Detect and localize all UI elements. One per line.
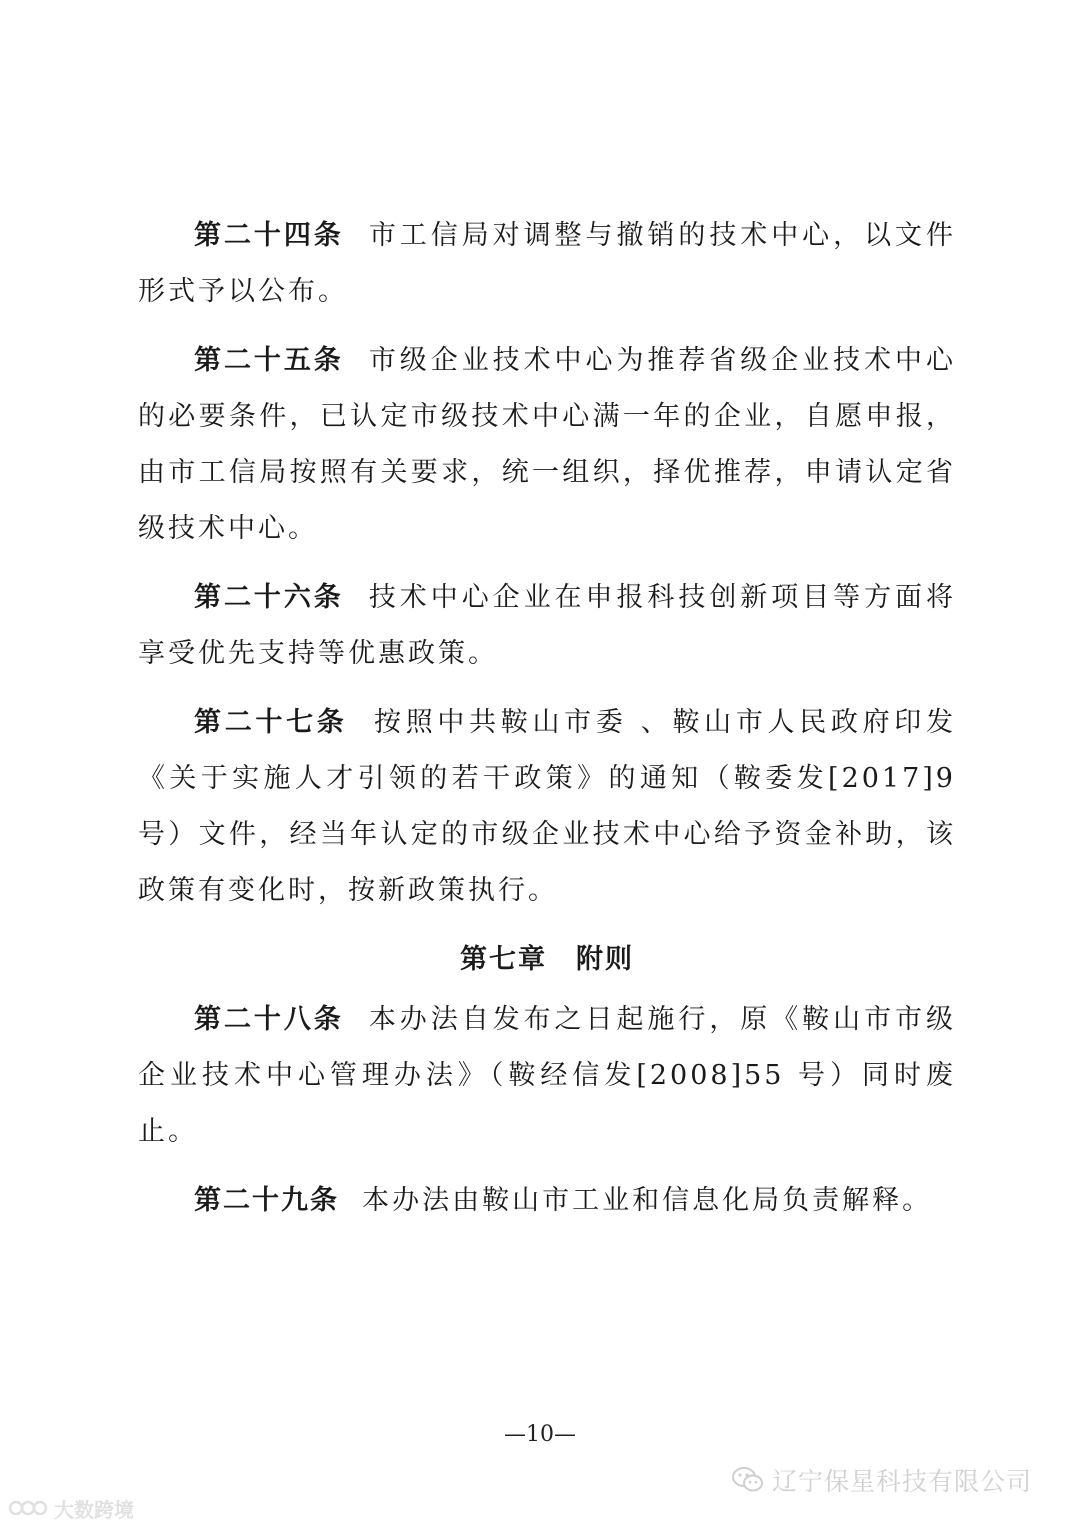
article-25 (138, 333, 956, 557)
corner-watermark (8, 1494, 134, 1522)
article-text: 按照中共鞍山市委 、鞍山市人民政府印发《关于实施人才引领的若干政策》的通知（鞍委发[2017]9 号）文件，经当年认定的市级企业技术中心给予资金补助，该政策有变化时，按新政策执行。 (138, 707, 956, 906)
wechat-icon (732, 1466, 764, 1494)
article-number: 第二十六条 (194, 582, 344, 613)
article-28 (138, 992, 956, 1160)
source-watermark-text: 辽宁保星科技有限公司 (772, 1467, 1033, 1496)
article-number: 第二十八条 (194, 1004, 344, 1035)
document-body (138, 208, 956, 1242)
chapter-title: 第七章 附则 (460, 944, 634, 975)
article-text: 本办法自发布之日起施行，原《鞍山市市级企业技术中心管理办法》（鞍经信发[2008]55 号）同时废止。 (138, 1004, 956, 1147)
page-number: —10— (504, 1422, 576, 1447)
article-number: 第二十九条 (194, 1185, 339, 1216)
article-number: 第二十七条 (194, 707, 348, 738)
article-text: 市工信局对调整与撤销的技术中心，以文件形式予以公布。 (138, 220, 956, 307)
article-text: 技术中心企业在申报科技创新项目等方面将享受优先支持等优惠政策。 (138, 582, 956, 669)
article-26 (138, 570, 956, 682)
article-24 (138, 208, 956, 320)
article-text: 市级企业技术中心为推荐省级企业技术中心的必要条件，已认定市级技术中心满一年的企业，自愿申报，由市工信局按照有关要求，统一组织，择优推荐，申请认定省级技术中心。 (138, 345, 956, 544)
article-text: 本办法由鞍山市工业和信息化局负责解释。 (362, 1185, 933, 1216)
source-watermark (732, 1462, 1032, 1498)
article-29 (138, 1173, 956, 1229)
logo-icon (8, 1498, 48, 1518)
article-number: 第二十五条 (194, 345, 344, 376)
article-27 (138, 695, 956, 919)
corner-watermark-text: 大数跨境 (54, 1497, 134, 1522)
article-number: 第二十四条 (194, 220, 344, 251)
